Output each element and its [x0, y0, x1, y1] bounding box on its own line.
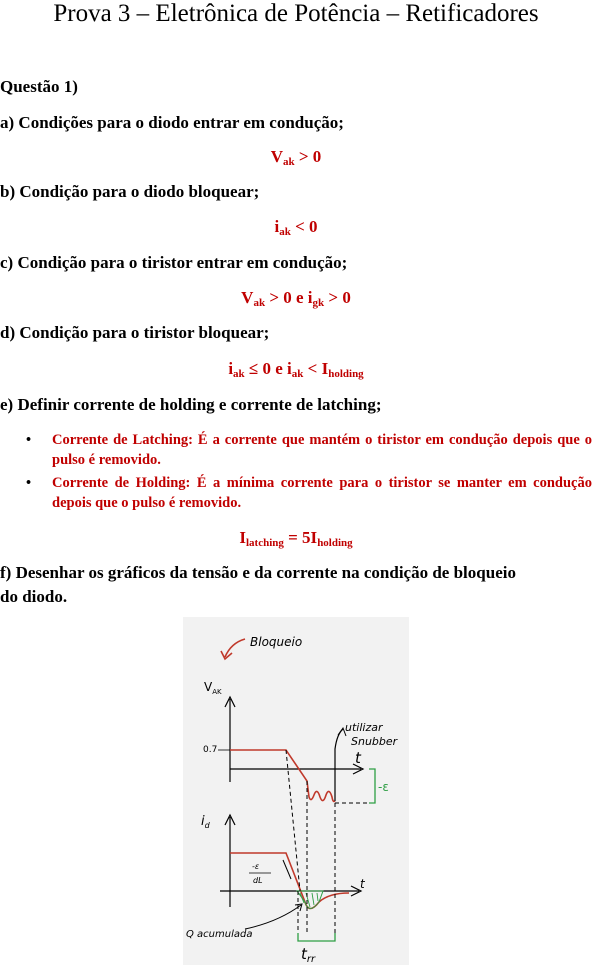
item-a-answer: $V_{ak} > 0$: [270, 147, 322, 168]
id-waveform: [230, 853, 349, 909]
t-label-bottom: t: [360, 877, 365, 891]
slope-num: -ε: [252, 862, 260, 871]
vak-label: $V_{AK}$: [204, 680, 222, 696]
item-b-question: b) Condição para o diodo bloquear;: [0, 182, 260, 201]
q-acumulada-label: Q acumulada: [186, 929, 253, 940]
waveform-diagram: [183, 617, 409, 965]
item-f-question-line2: do diodo.: [0, 587, 68, 606]
id-label: $i_d$: [201, 814, 210, 830]
bullet-holding-text: Corrente de Holding: É a mínima corrente para o tiristor se manter em condução depois que o pulso é removido.: [52, 475, 592, 511]
slope-den: dL: [253, 876, 263, 885]
item-d-question: d) Condição para o tiristor bloquear;: [0, 323, 270, 342]
t-label-top: t: [355, 749, 361, 767]
bullet-dot: •: [26, 432, 32, 448]
item-f-question-line1: f) Desenhar os gráficos da tensão e da corrente na condição de bloqueio: [0, 563, 516, 582]
item-a-question: a) Condições para o diodo entrar em condução;: [0, 113, 344, 132]
vak-waveform: [230, 750, 335, 802]
item-d-answer: $i_{ak} \le 0$ e $i_{ak} < I_{holding}$: [228, 359, 364, 380]
trr-bracket: [298, 933, 335, 941]
bloqueio-label: Bloqueio: [250, 635, 303, 649]
trr-label: $t_{rr}$: [301, 945, 316, 965]
handwritten-figure: [183, 617, 409, 965]
v07-label: 0.7: [203, 745, 218, 755]
item-c-question: c) Condição para o tiristor entrar em condução;: [0, 253, 348, 272]
item-e-question: e) Definir corrente de holding e corrente de latching;: [0, 395, 382, 414]
item-c-answer: $V_{ak} > 0$ e $i_{gk} > 0$: [241, 288, 351, 309]
bullet-latching-text: Corrente de Latching: É a corrente que mantém o tiristor em condução depois que o pulso é removido.: [52, 432, 592, 468]
q-arrow: [245, 905, 301, 929]
utilizar-label: utilizar: [345, 721, 383, 734]
minus-e-label: -ε: [378, 780, 389, 794]
snubber-spike: [335, 729, 343, 801]
question-heading: Questão 1): [0, 77, 78, 96]
page-title: Prova 3 – Eletrônica de Potência – Retificadores: [53, 0, 539, 27]
bloqueio-arrow: [225, 639, 245, 657]
item-b-answer: $i_{ak} < 0$: [274, 217, 318, 238]
snubber-label: Snubber: [351, 735, 398, 748]
item-e-formula: $I_{latching} = 5I_{holding}$: [239, 528, 353, 549]
bullet-dot: •: [26, 475, 32, 491]
minus-e-bracket: [369, 769, 375, 803]
